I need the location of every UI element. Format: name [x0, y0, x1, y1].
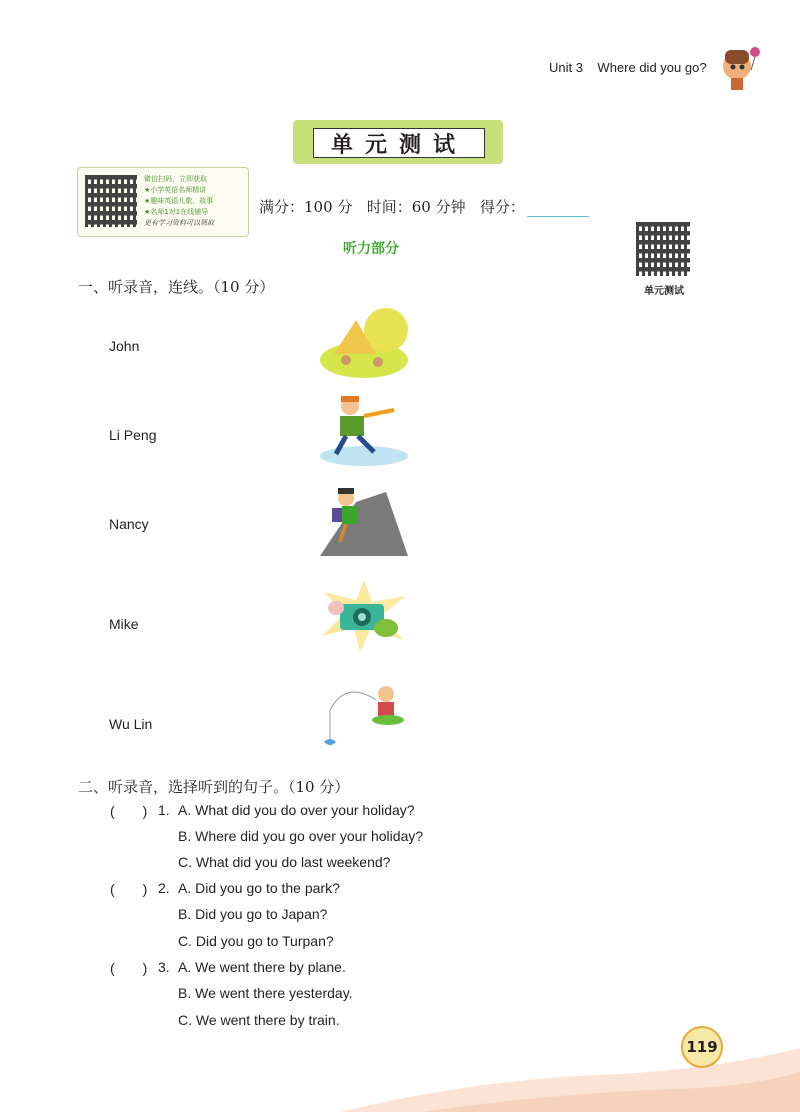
option-text: A. We went there by plane.	[178, 959, 346, 975]
score-label: 得分：	[479, 198, 525, 216]
qr-code-icon[interactable]	[85, 175, 137, 227]
unit-title: Where did you go?	[597, 60, 707, 75]
promo-line: 微信扫码，立即获取	[144, 175, 207, 183]
promo-box	[77, 167, 249, 237]
promo-line: ★趣味英语儿歌、故事	[144, 197, 214, 205]
promo-text	[144, 174, 244, 229]
name-label: Nancy	[109, 516, 149, 532]
side-qr[interactable]	[636, 222, 690, 276]
option-text: B. We went there yesterday.	[178, 985, 353, 1001]
side-qr-label: 单元测试	[644, 286, 684, 297]
answer-bracket[interactable]: ( )	[110, 803, 148, 819]
q2-heading: 二、听录音，选择听到的句子。（10 分）	[78, 778, 350, 796]
page-number: 119	[681, 1026, 723, 1068]
option-text: A. Did you go to the park?	[178, 880, 340, 896]
option-text: B. Did you go to Japan?	[178, 906, 328, 922]
question-number: 1.	[158, 802, 170, 818]
promo-line: ★小学英语名师精讲	[144, 186, 207, 194]
option-text: C. Did you go to Turpan?	[178, 933, 334, 949]
promo-line: 更有学习资料可以领取	[144, 219, 214, 227]
question-number: 2.	[158, 880, 170, 896]
answer-bracket[interactable]: ( )	[110, 960, 148, 976]
name-label: Li Peng	[109, 427, 157, 443]
option-text: A. What did you do over your holiday?	[178, 802, 415, 818]
name-label: John	[109, 338, 140, 354]
name-label: Wu Lin	[109, 716, 153, 732]
climbing-picture	[316, 482, 412, 556]
q1-heading: 一、听录音，连线。（10 分）	[78, 278, 275, 296]
camera-picture	[316, 578, 412, 652]
footer-wave	[0, 1028, 800, 1112]
full-marks: 满分：100 分	[259, 198, 353, 216]
score-blank[interactable]	[527, 198, 589, 217]
test-title: 单元测试	[313, 128, 485, 158]
option-text: C. We went there by train.	[178, 1012, 340, 1028]
question-number: 3.	[158, 959, 170, 975]
camping-picture	[316, 306, 412, 380]
promo-line: ★名师1对1在线辅导	[144, 208, 209, 216]
name-label: Mike	[109, 616, 139, 632]
score-line	[259, 196, 589, 217]
unit-label: Unit 3	[549, 60, 583, 75]
mascot-icon	[715, 40, 763, 92]
time-limit: 时间：60 分钟	[366, 198, 466, 216]
title-banner	[293, 120, 503, 164]
option-text: B. Where did you go over your holiday?	[178, 828, 424, 844]
option-text: C. What did you do last weekend?	[178, 854, 391, 870]
qr-code-icon[interactable]	[636, 222, 690, 276]
listening-section-label: 听力部分	[343, 241, 399, 257]
skating-picture	[316, 392, 412, 466]
fishing-picture	[316, 680, 412, 754]
running-header	[549, 60, 707, 75]
answer-bracket[interactable]: ( )	[110, 881, 148, 897]
